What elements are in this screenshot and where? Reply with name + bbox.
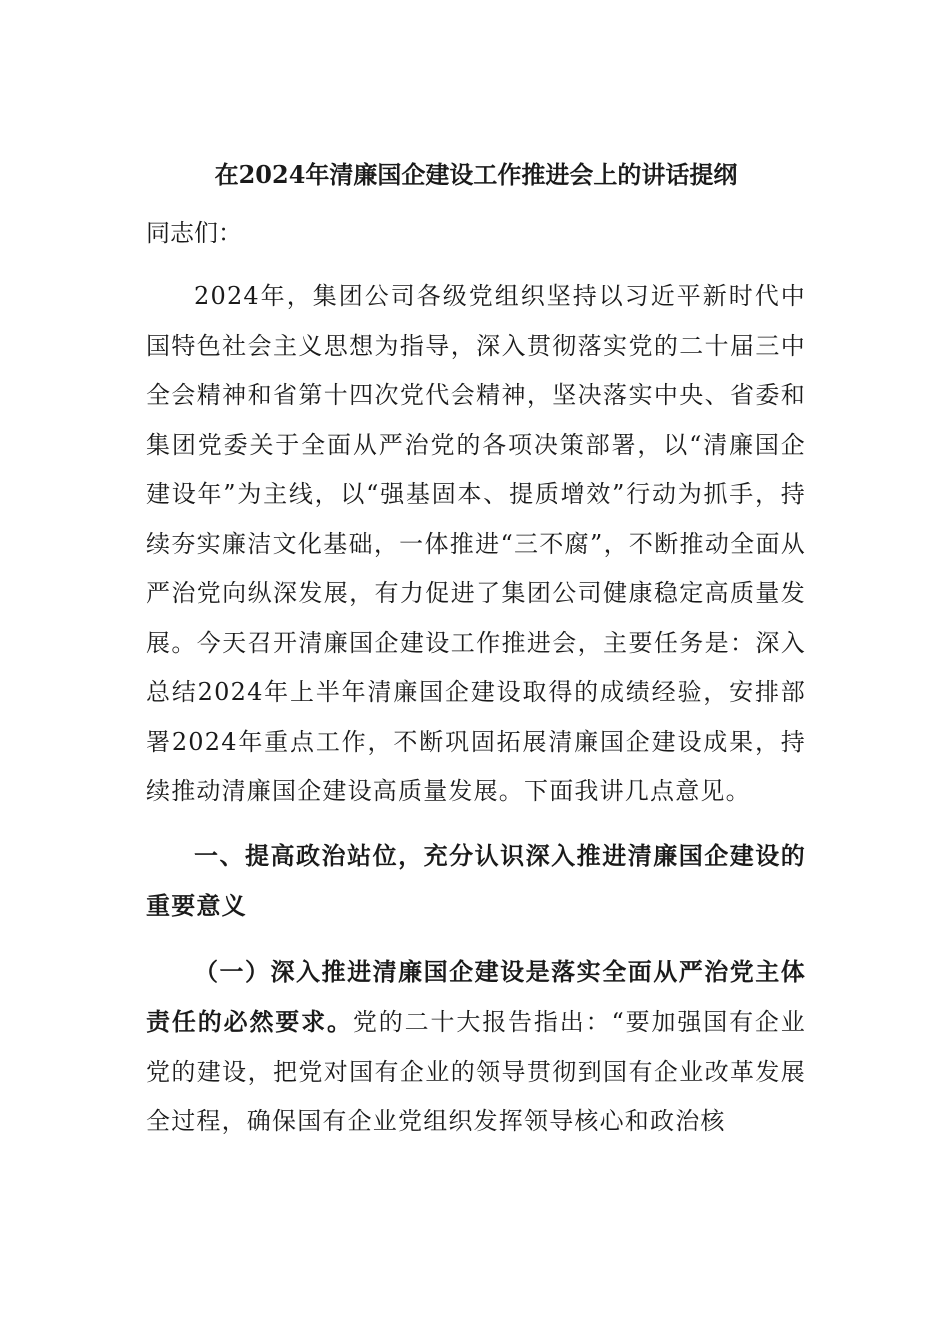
salutation: 同志们： — [146, 219, 242, 247]
document-title: 在2024年清廉国企建设工作推进会上的讲话提纲 — [214, 160, 738, 189]
section-heading-1: 一、提高政治站位，充分认识深入推进清廉国企建设的重要意义 — [146, 840, 806, 920]
document-page — [146, 150, 806, 1147]
intro-paragraph: 2024年，集团公司各级党组织坚持以习近平新时代中国特色社会主义思想为指导，深入贯彻落实党的二十届三中全会精神和省第十四次党代会精神，坚决落实中央、省委和集团党委关于全面从严治党的各项决策部署，以“清廉国企建设年”为主线，以“强基固本、提质增效”行动为抓手，持续夯实廉洁文化基础，一体推进“三不腐”，不断推动全面从严治党向纵深发展，有力促进了集团公司健康稳定高质量发展。今天召开清廉国企建设工作推进会，主要任务是：深入总结2024年上半年清廉国企建设取得的成绩经验，安排部署2024年重点工作，不断巩固拓展清廉国企建设成果，持续推动清廉国企建设高质量发展。下面我讲几点意见。 — [146, 282, 806, 805]
subsection-text-1: 党的二十大报告指出：“要加强国有企业党的建设，把党对国有企业的领导贯彻到国有企业改革发展全过程，确保国有企业党组织发挥领导核心和政治核 — [146, 1008, 806, 1135]
subsection-lead-1: （一）深入推进清廉国企建设是落实全面从严治党主体责任的必然要求。 — [146, 956, 806, 1036]
subsection-paragraph-1 — [146, 947, 806, 1147]
